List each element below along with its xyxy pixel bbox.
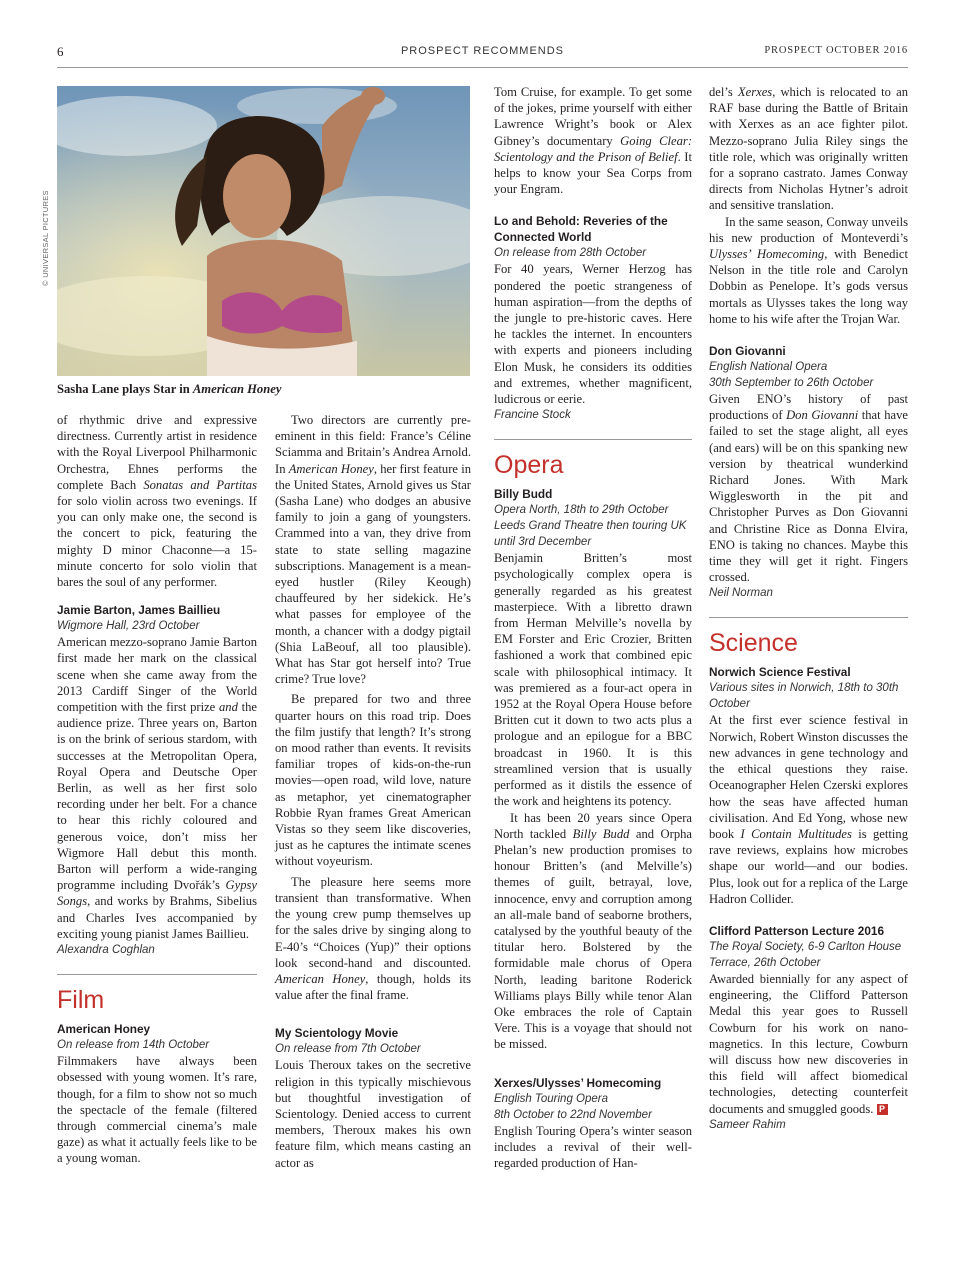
american-honey-heading: American Honey xyxy=(57,1022,151,1037)
billy-budd-paragraph-2 xyxy=(494,810,692,1053)
scien-cont-text-b: . It helps to know your Sea Corps from your Engram. xyxy=(494,149,692,197)
science-section-title: Science xyxy=(709,617,908,658)
prospect-end-logo-icon: P xyxy=(877,1104,888,1115)
bb-p2-text-b: and Orpha Phelan’s new production promises to honour Britten’s (and Melville’s) themes of guilt, betrayal, love, innocence, envy and corruption among an all-male band of seaborne brothers, catalysed by the youthful beauty of the titular hero. Bolstered by the formidable male chorus of Opera North, leading baritone Roderick Williams plays Billy while tenor Alan Oke embraces the role of Captain Vere. This is a voyage that should not be missed. xyxy=(494,826,692,1052)
ehnes-text-b: for solo violin across two evenings. If you can only make one, the second is the concert to pick, featuring the mighty D minor Chaconne—a 15-minute concerto for solo violin that bares the soul of any performer. xyxy=(57,494,257,590)
patterson-text: Awarded biennially for any aspect of engineering, the Clifford Patterson Medal this year goes to Russell Cowburn for his work on nano-magnetics. In this lecture, Cowburn will discuss how new discoveries in this field will affect biomedical technologies, detecting counterfeit documents and smuggled goods. xyxy=(709,971,908,1116)
xerxes-heading: Xerxes/Ulysses’ Homecoming xyxy=(494,1075,662,1090)
barton-venue: Wigmore Hall, 23rd October xyxy=(57,620,200,633)
scientology-heading: My Scientology Movie xyxy=(275,1026,399,1041)
patterson-heading: Clifford Patterson Lecture 2016 xyxy=(709,923,885,938)
dg-text-b: that have failed to set the stage alight, all eyes (and ears) will be on this spanking new version by theatrical wunderkind Richard Jones. With Mark Wigglesworth in the pit and Christopher Purves as Don Giovanni and Christine Rice as Donna Elvira, ENO is taking no chances. Maybe this time they will get it right. Fingers crossed. xyxy=(709,408,908,585)
lo-and-behold-byline: Francine Stock xyxy=(494,409,571,422)
ulysses-paragraph xyxy=(709,214,908,327)
patterson-body xyxy=(709,971,908,1117)
xerxes-continued xyxy=(709,84,908,214)
lo-and-behold-heading: Lo and Behold: Reveries of the Connected World xyxy=(494,214,668,245)
barton-and: and xyxy=(218,700,238,715)
ah-paragraph-3 xyxy=(275,874,471,1004)
xerxes-dates: 8th October to 22nd November xyxy=(494,1108,652,1121)
ehnes-continued xyxy=(57,412,257,590)
barton-text-a: American mezzo-soprano Jamie Barton first made her mark on the classical scene when she came away from the 2013 Cardiff Singer of the World competition with the first prize xyxy=(57,635,257,715)
gypsy-songs-title: Gypsy Songs xyxy=(57,878,257,909)
barton-text-c: , and works by Brahms, Sibelius and Charles Ives accompanied by exciting young pianist James Baillieu. xyxy=(57,894,257,941)
nsf-text-a: At the first ever science festival in Norwich, Robert Winston discusses the new advances in gene technology and the ethical questions they raise. Oceanographer Helen Czerski explores how the seas have affected human civilisation. And Ed Yong, whose new book xyxy=(709,713,908,841)
page-number: 6 xyxy=(57,44,64,59)
billy-budd-heading: Billy Budd xyxy=(494,487,553,502)
header-rule xyxy=(57,67,908,68)
column-4 xyxy=(709,84,908,1133)
page-header xyxy=(57,44,908,62)
ah-p1-text-a: Two directors are currently pre-eminent in this field: France’s Céline Sciamma and Britain’s Andrea Arnold. In xyxy=(275,413,471,476)
lo-and-behold-body: For 40 years, Werner Herzog has pondered the poetic strangeness of human aspiration—from the depths of the jungle to pre-historic caves. Here he tackles the internet. In encounters with experts and pioneers including Elon Musk, he considers its oddities and extremes, whether magnificent, ludicrous or eerie. xyxy=(494,262,692,407)
american-honey-release: On release from 14th October xyxy=(57,1039,210,1052)
column-3 xyxy=(494,84,692,1171)
billy-budd-touring: Leeds Grand Theatre then touring UK until 3rd December xyxy=(494,520,687,549)
patterson-byline: Sameer Rahim xyxy=(709,1118,786,1131)
bach-title: Sonatas and Partitas xyxy=(143,477,257,492)
norwich-venue: Various sites in Norwich, 18th to 30th October xyxy=(709,682,899,711)
billy-budd-venue: Opera North, 18th to 29th October xyxy=(494,504,669,517)
barton-byline: Alexandra Coghlan xyxy=(57,944,155,957)
scien-cont-text-a: Tom Cruise, for example. To get some of the jokes, prime yourself with either Lawrence Wright’s book or Alex Gibney’s documentary xyxy=(494,85,692,148)
caption-title: American Honey xyxy=(192,382,282,396)
ah-paragraph-2: Be prepared for two and three quarter hours on this road trip. Does the film justify that length? It’s strong on mood rather than events. It revisits familiar tropes of kids-on-the-run movies—open road, wild love, nature as metaphor, yet cinematographer Robbie Ryan frames Great American Vistas so they seem like discoveries, just as he captures the intimate scenes without voyeurism. xyxy=(275,692,471,869)
film-still-photo xyxy=(57,86,470,376)
patterson-venue: The Royal Society, 6-9 Carlton House Terrace, 26th October xyxy=(709,940,902,969)
scientology-release: On release from 7th October xyxy=(275,1043,421,1056)
xerxes-company: English Touring Opera xyxy=(494,1092,609,1105)
column-2 xyxy=(275,412,471,1171)
barton-text-b: the audience prize. Three years on, Barton is on the brink of serious stardom, with successes at the Metropolitan Opera, Royal Opera and Deutsche Oper Berlin, as well as her first solo recording under her belt. For a chance to hear this richly coloured and generous voice, don’t miss her Wigmore Hall debut this month. Barton will perform a wide-ranging programme including Dvořák’s xyxy=(57,700,257,893)
don-giovanni-heading: Don Giovanni xyxy=(709,344,786,359)
scientology-body: Louis Theroux takes on the secretive religion in this typically mischievous but thoughtful investigation of Scientology. Denied access to current members, Theroux makes his own feature film, which means casting an actor as xyxy=(275,1058,471,1170)
xer-cont-text-b: , which is relocated to an RAF base during the Battle of Britain with Xerxes as an ace fighter pilot. Mezzo-soprano Julia Riley sings the title role, which was originally written for a soprano castrato. James Conway directs from Nicholas Hytner’s adroit and sensitive translation. xyxy=(709,85,908,213)
xerxes-body: English Touring Opera’s winter season includes a revival of their well-regarded production of Han- xyxy=(494,1123,692,1170)
ulysses-title: Ulysses’ Homecoming xyxy=(709,247,825,262)
ah-p3-text-b: , though, holds its value after the final frame. xyxy=(275,971,472,1003)
ah-p3-title: American Honey xyxy=(275,971,366,986)
billy-budd-paragraph-1: Benjamin Britten’s most psychologically complex opera is generally regarded as his greatest masterpiece. With a libretto drawn from Herman Melville’s novella by EM Forster and Eric Crozier, Britten fashioned a work that combined epic scale with philosophical intimacy. It was premiered as a four-act opera in 1952 at the Royal Opera House before Britten cut it down to two acts plus a prologue and an epilogue for a BBC broadcast in 1960. It is this streamlined version that is usually performed as it distils the essence of the work and heightens its potency. xyxy=(494,551,692,809)
going-clear-title: Going Clear: Scientology and the Prison of Belief xyxy=(494,133,693,164)
ulysses-text-b: , with Benedict Nelson in the title role and Carolyn Dobbin as Penelope. It’s gods versus mortals as Ulysses takes the long way home to his wife after the Trojan War. xyxy=(709,247,908,326)
photo-credit: © UNIVERSAL PICTURES xyxy=(41,190,50,286)
norwich-body xyxy=(709,712,908,906)
dg-title: Don Giovanni xyxy=(786,408,859,423)
barton-heading: Jamie Barton, James Baillieu xyxy=(57,603,221,618)
xerxes-title: Xerxes xyxy=(737,85,773,99)
don-giovanni-dates: 30th September to 26th October xyxy=(709,377,874,390)
norwich-heading: Norwich Science Festival xyxy=(709,665,851,680)
xer-cont-text-a: del’s xyxy=(709,85,738,99)
photo-illustration xyxy=(57,86,470,376)
photo-caption xyxy=(57,382,477,397)
don-giovanni-company: English National Opera xyxy=(709,361,828,374)
issue-label: PROSPECT OCTOBER 2016 xyxy=(764,45,908,56)
ehnes-text-a: of rhythmic drive and expressive directness. Currently artist in residence with the Royal Liverpool Philharmonic Orchestra, Ehnes performs the complete Bach xyxy=(57,413,257,492)
section-label: PROSPECT RECOMMENDS xyxy=(400,45,565,57)
ah-paragraph-1 xyxy=(275,412,471,687)
nsf-text-b: is getting rave reviews, explains how microbes shape our world—and our bodies. Plus, look out for a replica of the Large Hadron Collider. xyxy=(709,826,908,906)
don-giovanni-body xyxy=(709,391,908,585)
film-section-title: Film xyxy=(57,974,257,1015)
caption-text: Sasha Lane plays Star in xyxy=(57,382,193,396)
ah-p1-text-b: , her first feature in the United States, Arnold gives us Star (Sasha Lane) who dodges an abusive family to join a gang of youngsters. Crammed into a van, they drive from state to state selling magazine subscriptions. Management is a mean-eyed hustler (Riley Keough) chauffeured by her sidekick. He’s what passes for employee of the month, a chancer with a dodgy pigtail (Shia LaBeouf, all too plausible). What has Star got herself into? True crime? True love? xyxy=(275,461,472,687)
column-1 xyxy=(57,412,257,1167)
bb-p2-title: Billy Budd xyxy=(572,826,630,841)
ah-p3-text-a: The pleasure here seems more transient than transformative. When the young crew pump themselves up for the sales drive by singing along to E-40’s “Choices (Yup)” their options look second-hand and discounted. xyxy=(275,874,471,970)
lo-and-behold-release: On release from 28th October xyxy=(494,247,647,260)
ah-p1-title: American Honey xyxy=(288,461,374,476)
barton-body xyxy=(57,634,257,942)
scientology-continued xyxy=(494,84,692,197)
american-honey-body: Filmmakers have always been obsessed with young women. It’s rare, though, for a film to show not so much the spectacle of the female (filtered through commercial cinema’s male gaze) as what it actually feels like to be a young woman. xyxy=(57,1054,257,1166)
bb-p2-text-a: It has been 20 years since Opera North tackled xyxy=(494,810,692,841)
multitudes-title: I Contain Multitudes xyxy=(740,826,852,841)
opera-section-title: Opera xyxy=(494,439,692,480)
ulysses-text-a: In the same season, Conway unveils his new production of Monteverdi’s xyxy=(709,214,908,245)
dg-text-a: Given ENO’s history of past productions of xyxy=(709,392,908,423)
don-giovanni-byline: Neil Norman xyxy=(709,587,773,600)
